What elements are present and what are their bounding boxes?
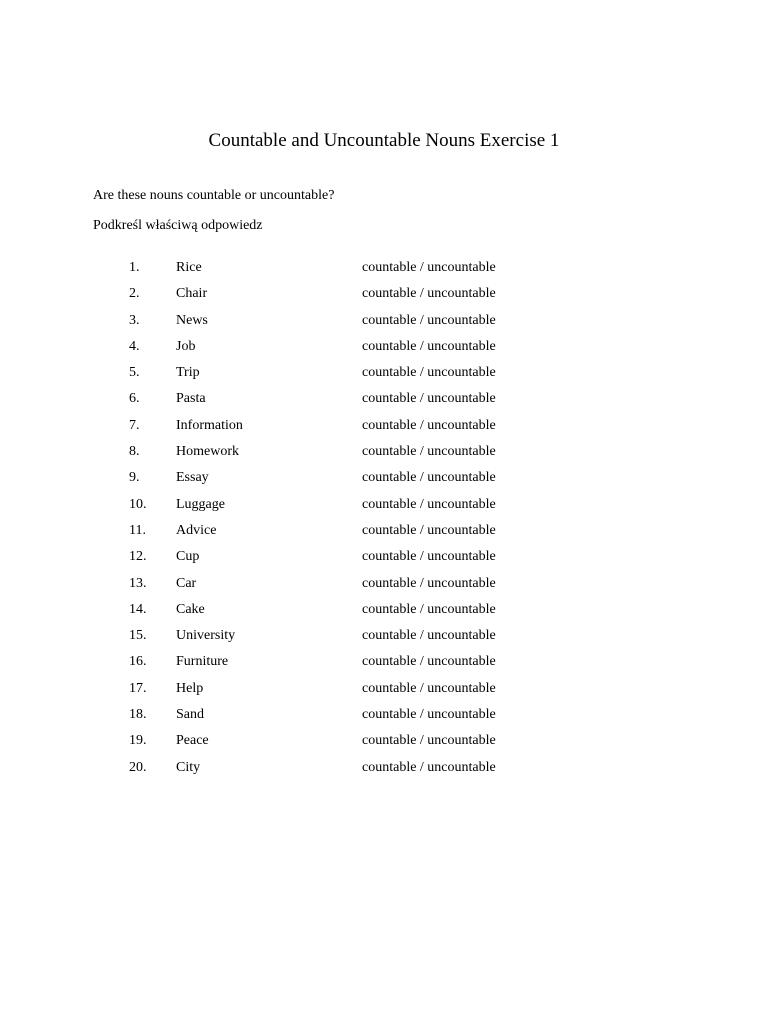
item-number: 11. bbox=[129, 522, 146, 538]
item-noun: Homework bbox=[176, 444, 239, 460]
list-item bbox=[0, 758, 768, 784]
list-item bbox=[0, 311, 768, 337]
item-options: countable / uncountable bbox=[362, 575, 496, 591]
list-item bbox=[0, 442, 768, 468]
item-number: 5. bbox=[129, 365, 140, 381]
item-number: 14. bbox=[129, 601, 147, 617]
item-noun: Help bbox=[176, 680, 204, 696]
item-noun: News bbox=[176, 312, 208, 328]
item-options: countable / uncountable bbox=[362, 286, 496, 302]
item-number: 20. bbox=[129, 759, 147, 775]
item-options: countable / uncountable bbox=[362, 312, 496, 328]
item-noun: Cup bbox=[176, 549, 200, 565]
item-options: countable / uncountable bbox=[362, 549, 496, 565]
item-noun: Rice bbox=[176, 260, 202, 275]
item-number: 6. bbox=[129, 391, 140, 407]
item-number: 3. bbox=[129, 312, 140, 328]
item-noun: Pasta bbox=[176, 391, 206, 407]
item-number: 13. bbox=[129, 575, 147, 591]
item-options: countable / uncountable bbox=[362, 601, 496, 617]
item-noun: Car bbox=[176, 575, 197, 591]
list-item bbox=[0, 284, 768, 310]
item-noun: City bbox=[176, 759, 201, 775]
item-noun: Cake bbox=[176, 601, 205, 617]
item-noun: Advice bbox=[176, 522, 217, 538]
item-number: 12. bbox=[129, 549, 147, 565]
item-noun: Luggage bbox=[176, 496, 225, 512]
item-number: 10. bbox=[129, 496, 147, 512]
item-options: countable / uncountable bbox=[362, 365, 496, 381]
item-number: 16. bbox=[129, 654, 147, 670]
item-options: countable / uncountable bbox=[362, 628, 496, 644]
list-item bbox=[0, 468, 768, 494]
item-options: countable / uncountable bbox=[362, 733, 496, 749]
page-title: Countable and Uncountable Nouns Exercise 1 bbox=[208, 130, 560, 151]
list-item bbox=[0, 679, 768, 705]
item-noun: Information bbox=[176, 417, 243, 433]
instruction-text: Are these nouns countable or uncountable? bbox=[93, 188, 335, 203]
list-item bbox=[0, 600, 768, 626]
item-noun: University bbox=[176, 628, 236, 644]
item-options: countable / uncountable bbox=[362, 496, 496, 512]
list-item bbox=[0, 363, 768, 389]
list-item bbox=[0, 258, 768, 284]
list-item bbox=[0, 626, 768, 652]
item-options: countable / uncountable bbox=[362, 522, 496, 538]
item-number: 19. bbox=[129, 733, 147, 749]
item-options: countable / uncountable bbox=[362, 260, 496, 275]
item-number: 7. bbox=[129, 417, 140, 433]
list-item bbox=[0, 574, 768, 600]
item-number: 2. bbox=[129, 286, 140, 302]
item-number: 8. bbox=[129, 444, 140, 460]
item-noun: Chair bbox=[176, 286, 208, 302]
item-noun: Trip bbox=[176, 365, 200, 381]
item-number: 17. bbox=[129, 680, 147, 696]
item-options: countable / uncountable bbox=[362, 654, 496, 670]
item-noun: Peace bbox=[176, 733, 209, 749]
item-noun: Furniture bbox=[176, 654, 229, 670]
item-options: countable / uncountable bbox=[362, 444, 496, 460]
item-number: 15. bbox=[129, 628, 147, 644]
item-options: countable / uncountable bbox=[362, 470, 496, 486]
list-item bbox=[0, 495, 768, 521]
list-item bbox=[0, 547, 768, 573]
item-noun: Sand bbox=[176, 707, 204, 723]
noun-list bbox=[0, 258, 768, 784]
list-item bbox=[0, 521, 768, 547]
item-number: 1. bbox=[129, 260, 140, 275]
item-options: countable / uncountable bbox=[362, 707, 496, 723]
list-item bbox=[0, 337, 768, 363]
item-options: countable / uncountable bbox=[362, 417, 496, 433]
item-number: 18. bbox=[129, 707, 147, 723]
item-options: countable / uncountable bbox=[362, 759, 496, 775]
list-item bbox=[0, 705, 768, 731]
list-item bbox=[0, 731, 768, 757]
item-options: countable / uncountable bbox=[362, 391, 496, 407]
item-options: countable / uncountable bbox=[362, 680, 496, 696]
list-item bbox=[0, 416, 768, 442]
item-options: countable / uncountable bbox=[362, 338, 496, 354]
item-number: 4. bbox=[129, 338, 140, 354]
list-item bbox=[0, 652, 768, 678]
item-number: 9. bbox=[129, 470, 140, 486]
item-noun: Essay bbox=[176, 470, 209, 486]
instruction-text: Podkreśl właściwą odpowiedz bbox=[93, 218, 263, 233]
item-noun: Job bbox=[176, 338, 196, 354]
list-item bbox=[0, 389, 768, 415]
